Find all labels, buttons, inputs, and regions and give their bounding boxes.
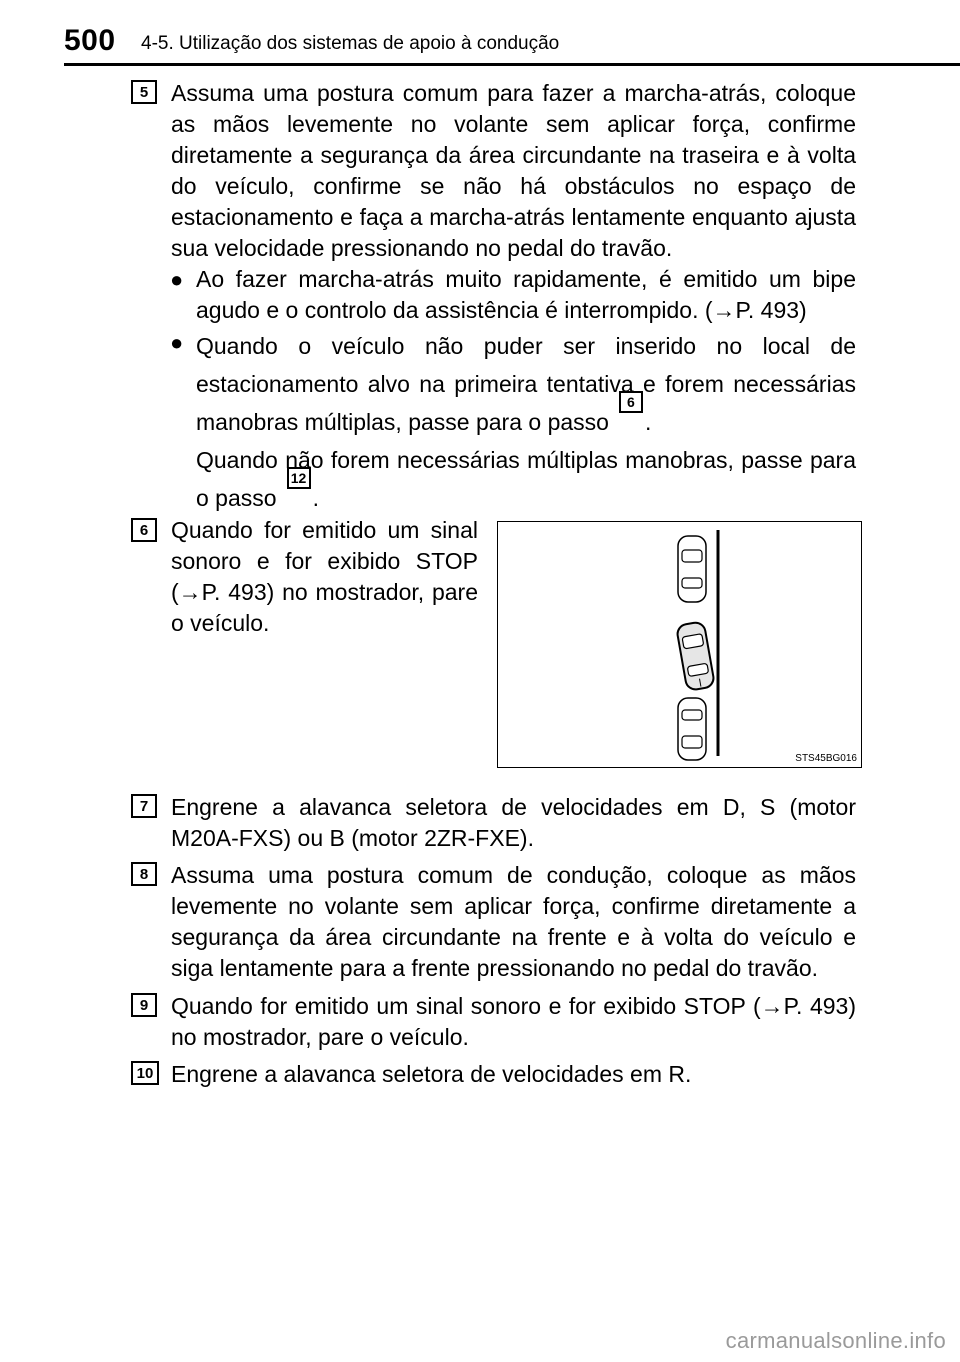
step-number-10: 10	[131, 1061, 159, 1085]
step-8-text: Assuma uma postura comum de condução, coloque as mãos levemente no volante sem aplicar força, confirme diretamente a segurança da área circundante na frente e à volta do veículo e siga lentamente para a frente pressionando no pedal do travão.	[171, 862, 856, 981]
bullet-icon: ●	[170, 330, 184, 355]
figure-code: STS45BG016	[795, 753, 857, 764]
step-number-8: 8	[131, 862, 157, 886]
step-5-text: Assuma uma postura comum para fazer a marcha-atrás, coloque as mãos levemente no volante sem aplicar força, confirme diretamente a segurança da área circundante na traseira e à volta do veículo, confirme se não há obstáculos no espaço de estacionamento e faça a marcha-atrás lentamente enquanto ajusta sua velocidade pressionando no pedal do travão.	[171, 80, 856, 261]
step-number-5: 5	[131, 80, 157, 104]
step-number-7: 7	[131, 794, 157, 818]
step-7-text: Engrene a alavanca seletora de velocidades em D, S (motor M20A-FXS) ou B (motor 2ZR-FXE).	[171, 794, 856, 851]
step-9-text: Quando for emitido um sinal sonoro e for exibido STOP (→P. 493) no mostrador, pare o veículo.	[171, 993, 856, 1050]
bullet-2-text-b: Quando não forem necessárias múltiplas manobras, passe para o passo	[196, 447, 856, 511]
step-5-bullet-1: Ao fazer marcha-atrás muito rapidamente, é emitido um bipe agudo e o controlo da assistência é interrompido. (→P. 493)	[196, 266, 856, 323]
bullet-2-text-a: Quando o veículo não puder ser inserido no local de estacionamento alvo na primeira tentativa e forem necessárias manobras múltiplas, passe para o passo	[196, 333, 856, 435]
maneuvering-car	[676, 621, 715, 691]
step-6-text: Quando for emitido um sinal sonoro e for exibido STOP (→P. 493) no mostrador, pare o veículo.	[171, 517, 478, 636]
bullet-icon: ●	[170, 267, 184, 292]
step-number-6: 6	[131, 518, 157, 542]
step-ref-12: 12	[287, 467, 311, 489]
parking-diagram	[498, 522, 860, 766]
parking-figure	[497, 521, 862, 768]
section-title: 4-5. Utilização dos sistemas de apoio à condução	[141, 33, 560, 54]
parked-car-top	[678, 536, 706, 602]
step-number-9: 9	[131, 993, 157, 1017]
parked-car-bottom	[678, 698, 706, 760]
page-number: 500	[64, 24, 116, 57]
watermark: carmanualsonline.info	[725, 1328, 946, 1353]
step-10-text: Engrene a alavanca seletora de velocidades em R.	[171, 1061, 692, 1087]
step-5-bullet-2: Quando o veículo não puder ser inserido no local de estacionamento alvo na primeira tentativa e forem necessárias manobras múltiplas, passe para o passo6. Quando não forem necessárias múltiplas manobras, passe para o passo12.	[196, 333, 856, 511]
step-ref-6: 6	[619, 391, 643, 413]
header-rule	[64, 63, 960, 66]
